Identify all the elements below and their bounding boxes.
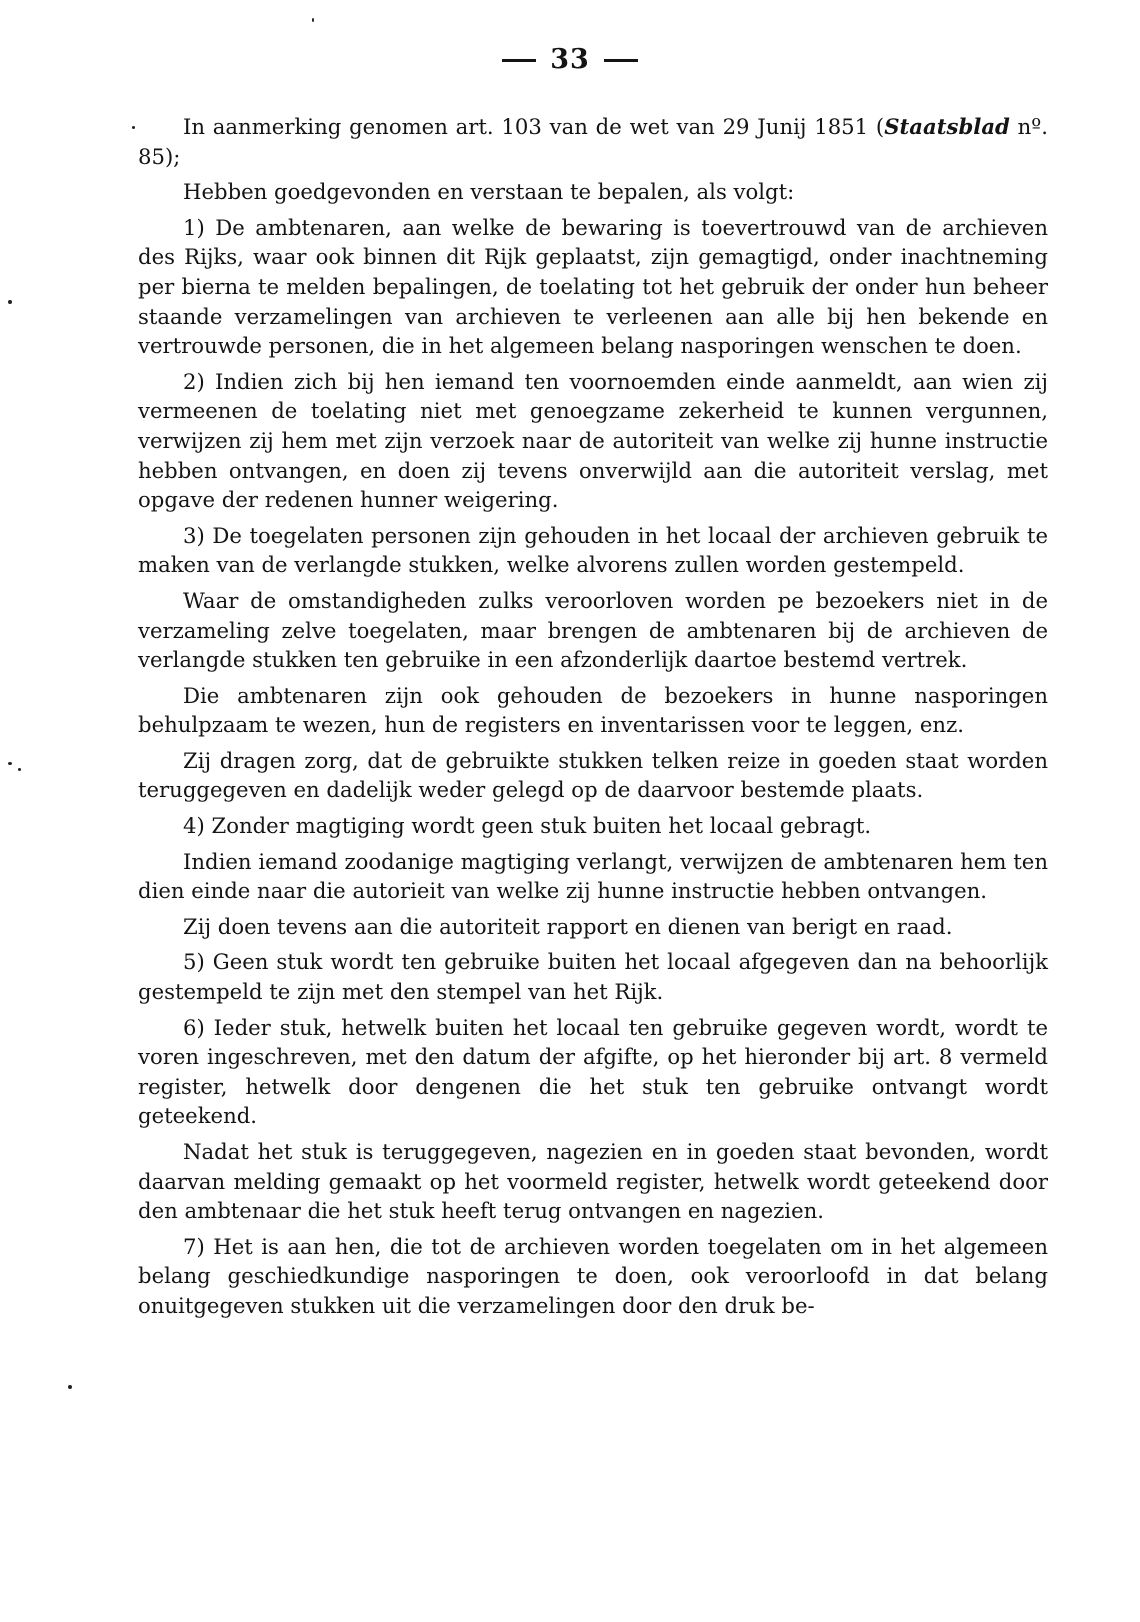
scan-speck — [312, 18, 314, 22]
article-5: 5) Geen stuk wordt ten gebruike buiten het locaal afgegeven dan na behoorlijk gestempeld te zijn met den stempel van het Rijk. — [138, 949, 1048, 1005]
scan-speck — [8, 300, 12, 304]
paragraph: Die ambtenaren zijn ook gehouden de bezoekers in hunne nasporingen behulpzaam te wezen, hun de registers en inventarissen voor te leggen, enz. — [138, 682, 1048, 738]
preamble-text-end: nº. 85); — [138, 114, 1049, 169]
article-4: 4) Zonder magtiging wordt geen stuk buiten het locaal gebragt. — [183, 813, 872, 839]
left-dash — [502, 59, 536, 62]
scan-speck — [68, 1385, 72, 1389]
article-3: 3) De toegelaten personen zijn gehouden in het locaal der archieven gebruik te maken van de verlangde stukken, welke alvorens zullen worden gestempeld. — [138, 522, 1048, 578]
paragraph: Nadat het stuk is teruggegeven, nagezien en in goeden staat bevonden, wordt daarvan melding gemaakt op het voormeld register, hetwelk wordt geteekend door den ambtenaar die het stuk heeft terug ontvangen en nagezien. — [138, 1139, 1048, 1224]
paragraph: Zij doen tevens aan die autoriteit rapport en dienen van berigt en raad. — [183, 913, 953, 939]
article-6: 6) Ieder stuk, hetwelk buiten het locaal ten gebruike gegeven wordt, wordt te voren ingeschreven, met den datum der afgifte, op het hieronder bij art. 8 vermeld register, hetwelk door dengenen die het stuk ten gebruike ontvangt wordt geteekend. — [138, 1014, 1048, 1129]
paragraph: Waar de omstandigheden zulks veroorloven worden pe bezoekers niet in de verzameling zelve toegelaten, maar brengen de ambtenaren bij de archieven de verlangde stukken ten gebruike in een afzonderlijk daartoe bestemd vertrek. — [138, 587, 1048, 673]
scan-speck — [18, 768, 21, 771]
right-dash — [604, 59, 638, 62]
paragraph: Hebben goedgevonden en verstaan te bepalen, als volgt: — [183, 179, 795, 205]
paragraph: Indien iemand zoodanige magtiging verlangt, verwijzen de ambtenaren hem ten dien einde naar die autorieit van welke zij hunne instructie hebben ontvangen. — [138, 848, 1048, 904]
paragraph-preamble — [138, 112, 1048, 171]
staatsblad-reference: Staatsblad — [884, 114, 1010, 139]
page-number-header — [0, 44, 1140, 75]
scan-speck — [8, 762, 12, 765]
body-text — [138, 112, 1048, 1327]
article-7: 7) Het is aan hen, die tot de archieven worden toegelaten om in het algemeen belang geschiedkundige nasporingen te doen, ook veroorloofd in dat belang onuitgegeven stukken uit die verzamelingen door den druk be- — [138, 1233, 1048, 1318]
scan-speck — [132, 126, 135, 129]
preamble-text: In aanmerking genomen art. 103 van de wet van 29 Junij 1851 ( — [183, 114, 885, 139]
article-2: 2) Indien zich bij hen iemand ten voornoemden einde aanmeldt, aan wien zij vermeenen de toelating niet met genoegzame zekerheid te kunnen vergunnen, verwijzen zij hem met zijn verzoek naar de autoriteit van welke zij hunne instructie hebben ontvangen, en doen zij tevens onverwijld aan die autoriteit verslag, met opgave der redenen hunner weigering. — [138, 368, 1048, 513]
article-1: 1) De ambtenaren, aan welke de bewaring is toevertrouwd van de archieven des Rijks, waar ook binnen dit Rijk geplaatst, zijn gemagtigd, onder inachtneming per bierna te melden bepalingen, de toelating tot het gebruik der onder hun beheer staande verzamelingen van archieven te verleenen aan alle bij hen bekende en vertrouwde personen, die in het algemeen belang nasporingen wenschen te doen. — [138, 214, 1048, 359]
paragraph: Zij dragen zorg, dat de gebruikte stukken telken reize in goeden staat worden teruggegeven en dadelijk weder gelegd op de daarvoor bestemde plaats. — [138, 747, 1048, 803]
page-number: 33 — [550, 44, 590, 75]
